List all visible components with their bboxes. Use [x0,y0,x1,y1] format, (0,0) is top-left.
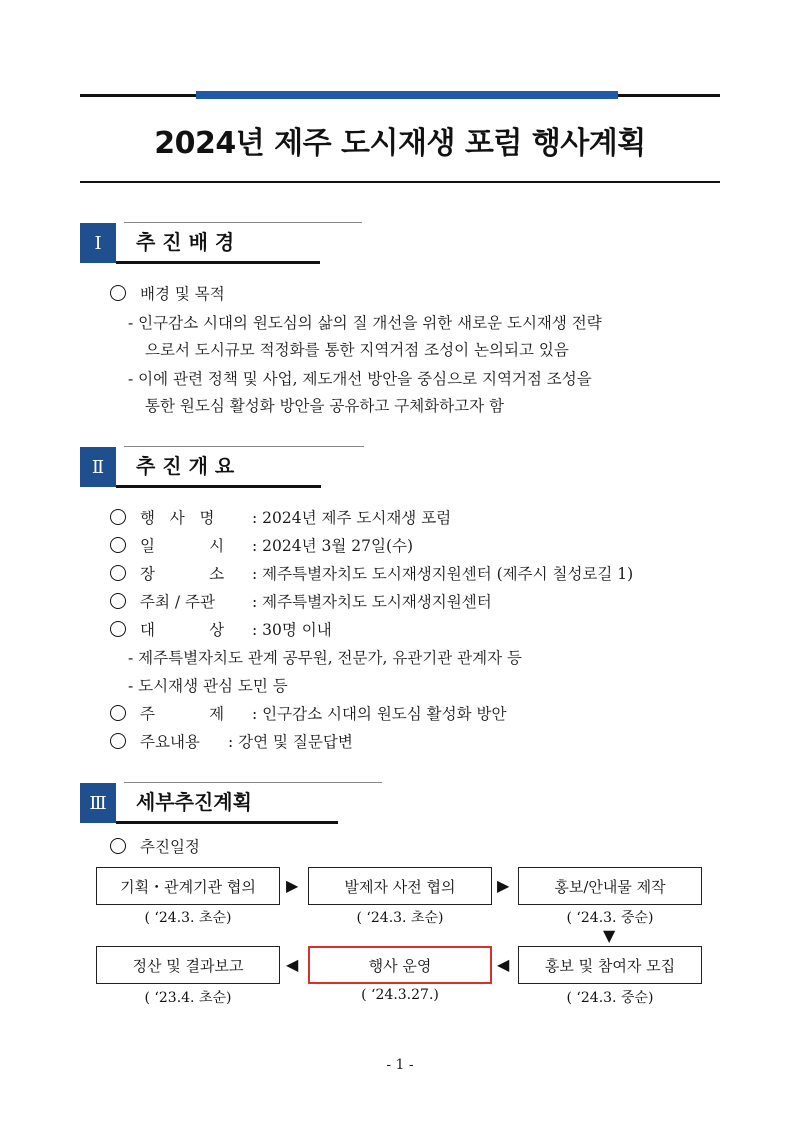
flow-date: ( ‘23.4. 초순) [144,990,232,1006]
page-number: - 1 - [386,1057,414,1073]
section-3-number: Ⅲ [80,783,116,823]
flow-step-promo-material: 홍보/안내물 제작 [518,867,702,905]
overview-item: 행 사 명 : 2024년 제주 도시재생 포럼 [110,506,451,528]
circle-bullet-icon [110,705,126,721]
section-1-line: 으로서 도시규모 적정화를 통한 지역거점 조성이 논의되고 있음 [145,341,569,359]
arrow-right-icon: ▶ [497,876,510,895]
flow-step-planning: 기획・관계기관 협의 [96,867,280,905]
section-1-title: 추 진 배 경 [136,230,235,254]
circle-bullet-icon [110,537,126,553]
overview-item: 주요내용 : 강연 및 질문답변 [110,730,353,752]
section-1-bullet: 배경 및 목적 [110,282,225,304]
section-1-bottom-line [116,261,320,264]
flow-date: ( ‘24.3. 초순) [144,910,232,926]
section-2-number: Ⅱ [80,447,116,487]
circle-bullet-icon [110,509,126,525]
arrow-right-icon: ▶ [286,876,299,895]
circle-bullet-icon [110,565,126,581]
overview-item: 주최 / 주관 : 제주특별자치도 도시재생지원센터 [110,590,492,612]
circle-bullet-icon [110,733,126,749]
target-detail: - 제주특별자치도 관계 공무원, 전문가, 유관기관 관계자 등 [128,649,522,667]
title-accent-bar [196,91,618,99]
overview-item: 일 시 : 2024년 3월 27일(수) [110,534,413,556]
section-2-title: 추 진 개 요 [136,454,235,478]
target-detail: - 도시재생 관심 도민 등 [128,677,288,695]
title-bottom-rule [80,181,720,183]
section-1-line: 통한 원도심 활성화 방안을 공유하고 구체화하고자 함 [145,397,504,415]
circle-bullet-icon [110,838,126,854]
section-1-number: Ⅰ [80,223,116,263]
section-2-bottom-line [116,485,321,488]
flow-step-settlement: 정산 및 결과보고 [96,946,280,984]
flow-step-recruitment: 홍보 및 참여자 모집 [518,946,702,984]
flow-step-event-operation: 행사 운영 [308,946,492,984]
flow-date: ( ‘24.3. 초순) [356,910,444,926]
flow-step-presenter: 발제자 사전 협의 [308,867,492,905]
arrow-left-icon: ◀ [286,955,299,974]
section-1-line: - 인구감소 시대의 원도심의 삶의 질 개선을 위한 새로운 도시재생 전략 [128,314,602,332]
overview-item: 장 소 : 제주특별자치도 도시재생지원센터 (제주시 칠성로길 1) [110,562,633,584]
flow-date: ( ‘24.3. 중순) [566,990,654,1006]
document-title: 2024년 제주 도시재생 포럼 행사계획 [154,126,646,161]
section-1-line: - 이에 관련 정책 및 사업, 제도개선 방안을 중심으로 지역거점 조성을 [128,370,592,388]
overview-item: 대 상 : 30명 이내 [110,618,332,640]
circle-bullet-icon [110,621,126,637]
flow-date: ( ‘24.3. 중순) [566,910,654,926]
flow-date: ( ‘24.3.27.) [361,987,439,1003]
section-3-bottom-line [116,821,338,824]
circle-bullet-icon [110,285,126,301]
arrow-down-icon: ▼ [603,926,616,945]
section-3-bullet: 추진일정 [110,835,200,857]
circle-bullet-icon [110,593,126,609]
section-3-title: 세부추진계획 [136,790,252,814]
overview-item: 주 제 : 인구감소 시대의 원도심 활성화 방안 [110,702,506,724]
arrow-left-icon: ◀ [497,955,510,974]
